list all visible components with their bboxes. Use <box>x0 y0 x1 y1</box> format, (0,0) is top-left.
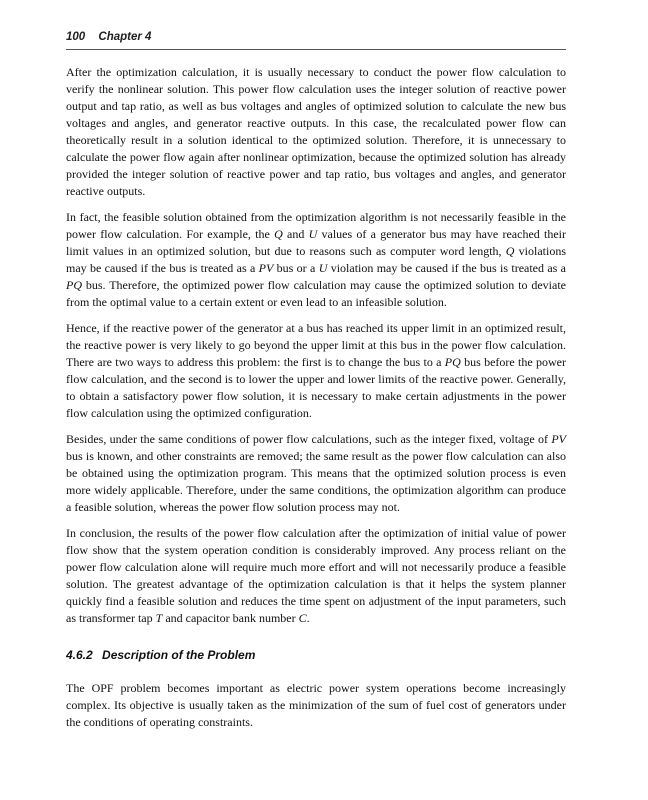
text-run: bus or a <box>273 261 319 275</box>
section-title: Description of the Problem <box>102 648 256 662</box>
text-run: and <box>282 227 309 241</box>
paragraph <box>66 525 566 627</box>
text-run: bus. Therefore, the optimized power flow calculation may cause the optimized solution to deviate from the optimal value to a certain extent or even lead to an infeasible solution. <box>66 278 566 309</box>
italic-symbol: U <box>318 261 328 275</box>
italic-symbol: T <box>155 611 163 625</box>
page-number: 100 <box>66 31 86 43</box>
text-run: . <box>306 611 310 625</box>
text-run: After the optimization calculation, it is usually necessary to conduct the power flow calculation to verify the nonlinear solution. This power flow calculation uses the integer solution of reactive power output and tap ratio, as well as bus voltages and angles of optimized solution to calculate the new bus voltages and angles, and generator reactive outputs. In this case, the recalculated power flow can theoretically result in a solution identical to the optimized solution. Therefore, it is unnecessary to calculate the power flow again after nonlinear optimization, because the optimized solution has already provided the integer solution of reactive power and tap ratio, bus voltages and angles, and generator reactive outputs. <box>66 65 566 198</box>
italic-symbol: Q <box>505 244 515 258</box>
section-number: 4.6.2 <box>66 648 93 662</box>
chapter-label: Chapter 4 <box>98 31 152 43</box>
italic-symbol: Q <box>274 227 283 241</box>
paragraph <box>66 680 566 731</box>
italic-symbol: PQ <box>444 355 461 369</box>
paragraph <box>66 431 566 516</box>
text-run: violations may be caused if the bus is treated as a <box>66 244 566 275</box>
paragraph <box>66 64 566 200</box>
header-rule <box>66 49 566 50</box>
italic-symbol: C <box>298 611 307 625</box>
text-run: The OPF problem becomes important as electric power system operations become increasingly complex. Its objective is usually taken as the minimization of the sum of fuel cost of generators under the conditions of operating constraints. <box>66 681 566 729</box>
text-run: In conclusion, the results of the power flow calculation after the optimization of initial value of power flow show that the system operation condition is considerably improved. Any process reliant on the power flow calculation alone will require much more effort and will not necessarily produce a feasible solution. The greatest advantage of the optimization calculation is that it helps the system planner quickly find a feasible solution and reduces the time spent on adjustment of the input parameters, such as transformer tap <box>66 526 566 625</box>
text-run: and capacitor bank number <box>162 611 299 625</box>
italic-symbol: PV <box>258 261 274 275</box>
text-run: values of a generator bus may have reached their limit values in an optimized solution, but due to reasons such as computer word length, <box>66 227 567 258</box>
italic-symbol: PV <box>551 432 566 446</box>
italic-symbol: U <box>308 227 318 241</box>
running-head <box>66 31 566 43</box>
text-run: bus before the power flow calculation, and the second is to lower the upper and lower limits of the reactive power. Generally, to obtain a satisfactory power flow solution, it is necessary to make certain adjustments in the power flow calculation using the optimized configuration. <box>66 355 566 420</box>
section-heading <box>66 647 566 664</box>
text-run: violation may be caused if the bus is treated as a <box>327 261 567 275</box>
text-run: In fact, the feasible solution obtained from the optimization algorithm is not necessarily feasible in the power flow calculation. For example, the <box>66 210 566 241</box>
text-run: bus is known, and other constraints are removed; the same result as the power flow calculation can also be obtained using the optimization program. This means that the optimized solution process is even more widely applicable. Therefore, under the same conditions, the optimization algorithm can produce a feasible solution, whereas the power flow solution process may not. <box>66 449 566 514</box>
italic-symbol: PQ <box>66 278 82 292</box>
paragraph <box>66 209 566 311</box>
text-run: Hence, if the reactive power of the generator at a bus has reached its upper limit in an optimized result, the reactive power is very likely to go beyond the upper limit at this bus in the power flow calculation. There are two ways to address this problem: the first is to change the bus to a <box>66 321 566 369</box>
paragraph <box>66 320 566 422</box>
body-text <box>66 64 566 740</box>
text-run: Besides, under the same conditions of power flow calculations, such as the integer fixed, voltage of <box>66 432 552 446</box>
